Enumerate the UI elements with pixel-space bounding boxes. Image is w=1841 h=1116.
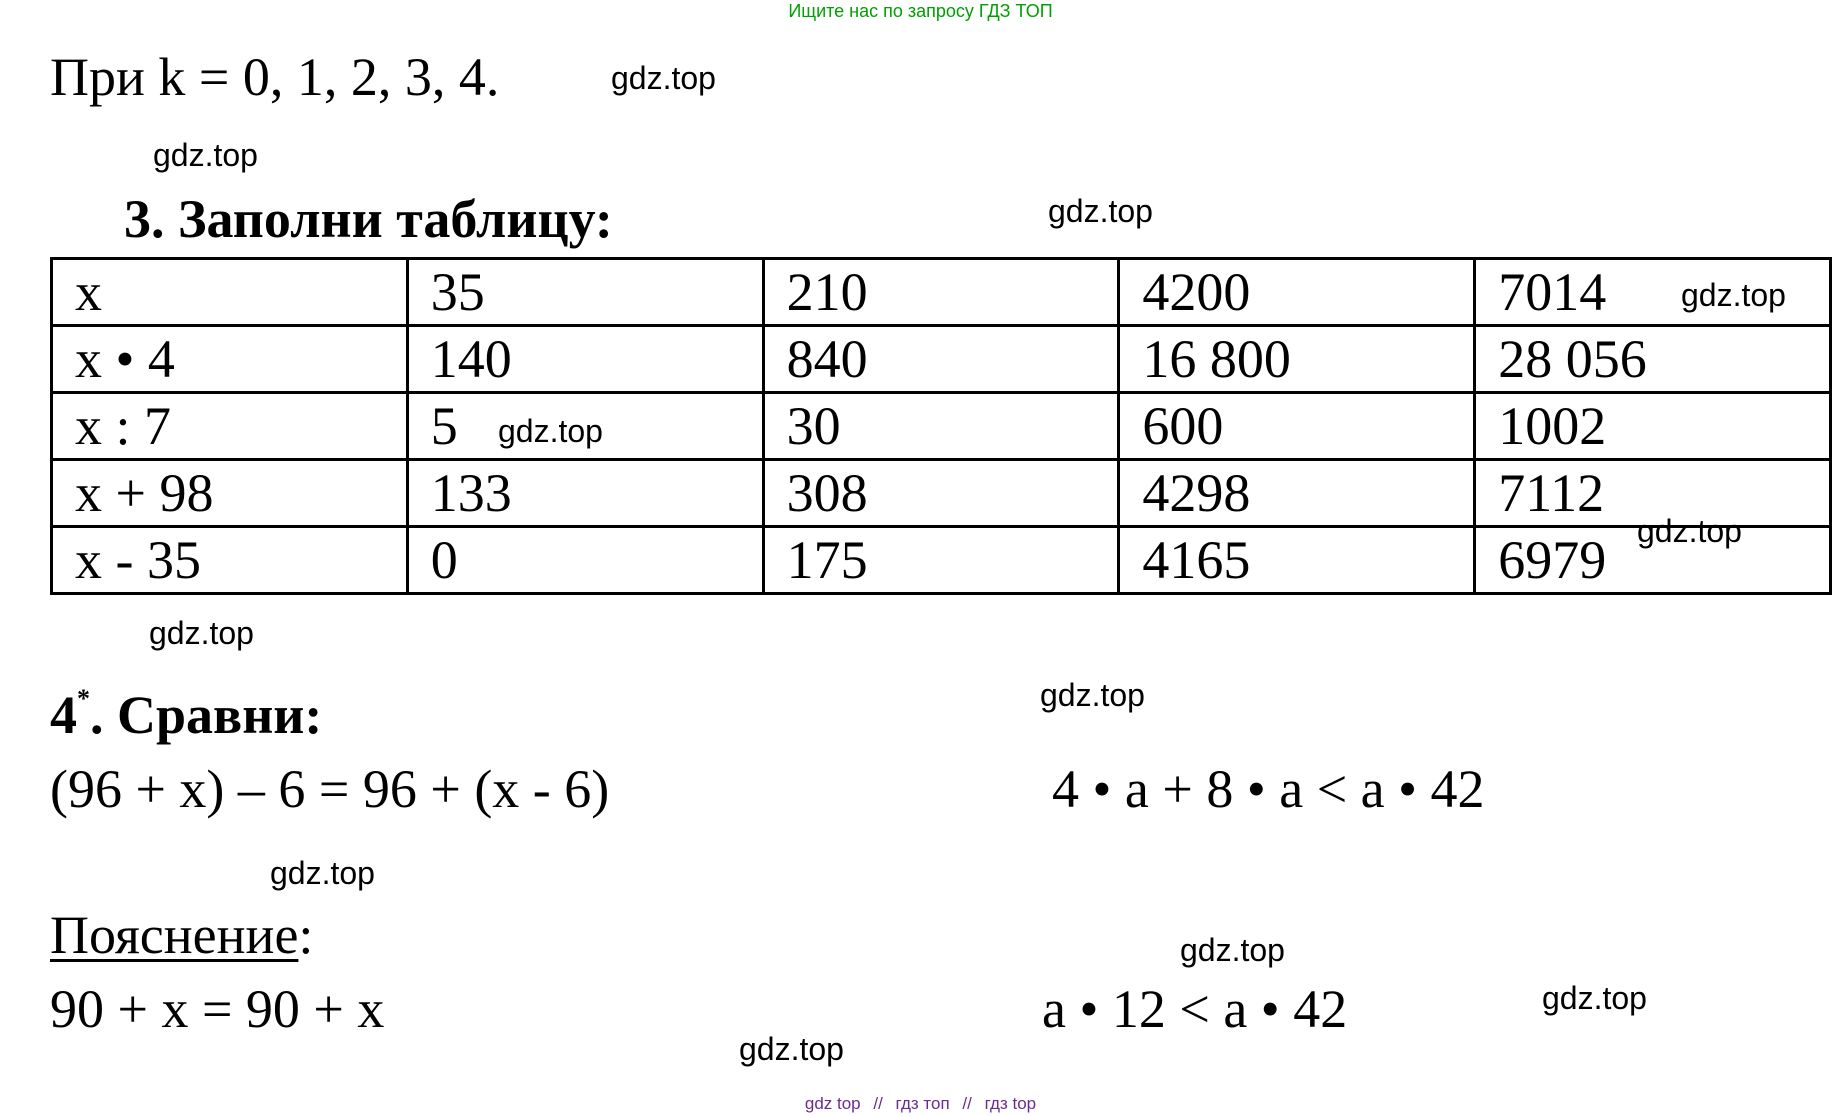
table-row-header-cell: x	[52, 259, 408, 326]
bottom-link-separator: //	[962, 1094, 972, 1113]
bottom-link[interactable]: гдз топ	[895, 1094, 950, 1113]
explanation-label: Пояснение	[50, 905, 299, 965]
table-cell: 1002	[1475, 393, 1831, 460]
table-row	[52, 460, 1831, 527]
table-cell: 210	[763, 259, 1119, 326]
top-banner-text: Ищите нас по запросу ГДЗ ТОП	[788, 1, 1053, 21]
table-row-header-cell: x + 98	[52, 460, 408, 527]
explanation-colon: :	[298, 905, 314, 965]
table-row	[52, 259, 1831, 326]
table-cell: 30	[763, 393, 1119, 460]
table-cell: 0	[407, 527, 763, 594]
table-cell: 6979	[1475, 527, 1831, 594]
table-row	[52, 326, 1831, 393]
explanation-heading	[50, 905, 314, 965]
table-cell: 35	[407, 259, 763, 326]
bottom-link[interactable]: гдз top	[984, 1094, 1037, 1113]
table-cell: 175	[763, 527, 1119, 594]
table-cell: 308	[763, 460, 1119, 527]
task4-heading-text: . Сравни:	[90, 685, 323, 745]
task4-number: 4	[50, 685, 77, 745]
watermark: gdz.top	[1681, 277, 1786, 313]
table-cell: 4200	[1119, 259, 1475, 326]
table-row-header-cell: x : 7	[52, 393, 408, 460]
bottom-link-separator: //	[873, 1094, 883, 1113]
watermark: gdz.top	[739, 1031, 844, 1067]
table-cell: 600	[1119, 393, 1475, 460]
k-values-line: При k = 0, 1, 2, 3, 4.	[50, 47, 500, 107]
task4-star: *	[77, 684, 90, 713]
table-cell: 28 056	[1475, 326, 1831, 393]
bottom-links	[0, 1094, 1841, 1114]
watermark: gdz.top	[1542, 980, 1647, 1016]
task3-heading: 3. Заполни таблицу:	[124, 189, 613, 249]
watermark: gdz.top	[1048, 193, 1153, 229]
explanation-left-expression: 90 + x = 90 + x	[50, 979, 385, 1039]
table-row-header-cell: x - 35	[52, 527, 408, 594]
table-cell: 4298	[1119, 460, 1475, 527]
table-row-header-cell: x • 4	[52, 326, 408, 393]
table-row	[52, 393, 1831, 460]
top-banner	[0, 1, 1841, 22]
table-row	[52, 527, 1831, 594]
table-cell: 140	[407, 326, 763, 393]
watermark: gdz.top	[149, 615, 254, 651]
table-cell: 840	[763, 326, 1119, 393]
watermark: gdz.top	[153, 137, 258, 173]
task4-right-expression: 4 • a + 8 • a < a • 42	[1052, 759, 1485, 819]
watermark: gdz.top	[270, 855, 375, 891]
watermark: gdz.top	[1637, 513, 1742, 549]
bottom-link[interactable]: gdz top	[804, 1094, 861, 1113]
values-table-body	[52, 259, 1831, 594]
watermark: gdz.top	[1040, 677, 1145, 713]
table-cell: 7112	[1475, 460, 1831, 527]
task4-heading	[50, 684, 323, 745]
watermark: gdz.top	[1180, 932, 1285, 968]
values-table	[50, 257, 1832, 595]
table-cell: 7014	[1475, 259, 1831, 326]
explanation-right-expression: a • 12 < a • 42	[1042, 979, 1348, 1039]
table-cell: 4165	[1119, 527, 1475, 594]
watermark: gdz.top	[498, 413, 603, 449]
task4-left-expression: (96 + x) – 6 = 96 + (x - 6)	[50, 759, 610, 819]
table-cell: 133	[407, 460, 763, 527]
table-cell: 5	[407, 393, 763, 460]
table-cell: 16 800	[1119, 326, 1475, 393]
watermark: gdz.top	[611, 60, 716, 96]
